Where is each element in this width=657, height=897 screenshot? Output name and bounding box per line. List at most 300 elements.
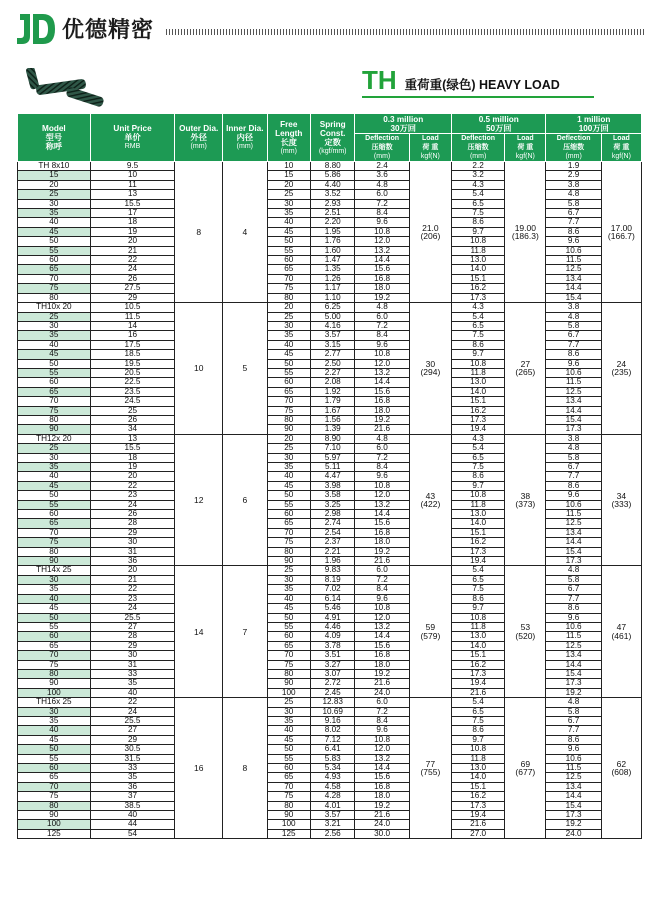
cell-model: 45	[18, 481, 91, 490]
cell-defl-03: 16.8	[355, 397, 409, 406]
cell-load-03: 77 (755)	[409, 698, 451, 839]
cell-defl-05: 5.4	[452, 444, 505, 453]
spec-table-body	[18, 162, 642, 839]
cell-price: 54	[90, 829, 175, 838]
cell-defl-1: 4.8	[546, 444, 601, 453]
cell-defl-03: 10.8	[355, 350, 409, 359]
cell-free-length: 60	[267, 632, 310, 641]
cell-free-length: 70	[267, 651, 310, 660]
cell-price: 24	[90, 500, 175, 509]
cell-spring-const: 1.17	[310, 284, 354, 293]
cell-model: 20	[18, 180, 91, 189]
cell-defl-05: 8.6	[452, 472, 505, 481]
cell-free-length: 90	[267, 679, 310, 688]
cell-spring-const: 4.58	[310, 782, 354, 791]
cell-price: 38.5	[90, 801, 175, 810]
table-row	[18, 716, 642, 725]
cell-defl-1: 5.8	[546, 199, 601, 208]
cell-defl-05: 13.0	[452, 632, 505, 641]
cell-defl-03: 4.8	[355, 434, 409, 443]
cell-free-length: 90	[267, 557, 310, 566]
cell-defl-05: 15.1	[452, 651, 505, 660]
cell-free-length: 25	[267, 698, 310, 707]
cell-free-length: 40	[267, 726, 310, 735]
cell-defl-05: 15.1	[452, 274, 505, 283]
cell-defl-1: 5.8	[546, 707, 601, 716]
cell-price: 20	[90, 237, 175, 246]
table-row	[18, 209, 642, 218]
cell-defl-1: 24.0	[546, 829, 601, 838]
cell-defl-03: 19.2	[355, 547, 409, 556]
table-row	[18, 415, 642, 424]
cell-price: 21	[90, 575, 175, 584]
col-spring-const: Spring Const. 定数 (kgf/mm)	[310, 114, 354, 162]
cell-free-length: 20	[267, 303, 310, 312]
product-title	[362, 67, 560, 93]
cell-defl-1: 15.4	[546, 293, 601, 302]
table-row	[18, 331, 642, 340]
cell-load-05: 53 (520)	[505, 566, 546, 698]
cell-free-length: 30	[267, 199, 310, 208]
cell-price: 26	[90, 274, 175, 283]
cell-defl-05: 16.2	[452, 538, 505, 547]
table-row	[18, 622, 642, 631]
cell-model: 35	[18, 463, 91, 472]
cell-spring-const: 2.74	[310, 519, 354, 528]
cell-spring-const: 3.57	[310, 811, 354, 820]
cell-spring-const: 4.16	[310, 321, 354, 330]
cell-spring-const: 1.96	[310, 557, 354, 566]
table-row	[18, 340, 642, 349]
cell-defl-05: 10.8	[452, 237, 505, 246]
cell-defl-05: 19.4	[452, 811, 505, 820]
cell-defl-1: 13.4	[546, 782, 601, 791]
cell-spring-const: 8.80	[310, 162, 354, 171]
cell-spring-const: 4.93	[310, 773, 354, 782]
cell-defl-03: 14.4	[355, 764, 409, 773]
cell-model: 70	[18, 397, 91, 406]
cell-model: 45	[18, 735, 91, 744]
cell-price: 36	[90, 782, 175, 791]
cell-load-03: 43 (422)	[409, 434, 451, 566]
cell-defl-03: 16.8	[355, 651, 409, 660]
cell-defl-1: 6.7	[546, 585, 601, 594]
cell-free-length: 65	[267, 387, 310, 396]
cell-defl-1: 5.8	[546, 575, 601, 584]
cell-defl-03: 9.6	[355, 726, 409, 735]
cell-spring-const: 5.00	[310, 312, 354, 321]
cell-price: 29	[90, 528, 175, 537]
cell-model: 60	[18, 256, 91, 265]
cell-free-length: 30	[267, 575, 310, 584]
cell-model: 55	[18, 500, 91, 509]
cell-defl-05: 27.0	[452, 829, 505, 838]
cell-defl-1: 15.4	[546, 801, 601, 810]
cell-defl-05: 9.7	[452, 350, 505, 359]
cell-model: TH 8x10	[18, 162, 91, 171]
cell-spring-const: 2.72	[310, 679, 354, 688]
cell-defl-03: 14.4	[355, 632, 409, 641]
cell-defl-03: 9.6	[355, 218, 409, 227]
cell-defl-05: 14.0	[452, 519, 505, 528]
cell-defl-1: 11.5	[546, 764, 601, 773]
cell-defl-05: 11.8	[452, 368, 505, 377]
cell-free-length: 70	[267, 782, 310, 791]
cell-defl-03: 6.0	[355, 444, 409, 453]
table-row	[18, 387, 642, 396]
cell-model: 55	[18, 368, 91, 377]
cell-defl-05: 14.0	[452, 773, 505, 782]
cell-free-length: 30	[267, 453, 310, 462]
cell-model: 60	[18, 632, 91, 641]
cell-defl-05: 7.5	[452, 209, 505, 218]
table-row	[18, 792, 642, 801]
cell-spring-const: 9.16	[310, 716, 354, 725]
cell-defl-05: 11.8	[452, 754, 505, 763]
table-row	[18, 585, 642, 594]
cell-load-1: 62 (608)	[601, 698, 641, 839]
cell-free-length: 90	[267, 425, 310, 434]
cell-defl-1: 12.5	[546, 387, 601, 396]
cell-defl-1: 10.6	[546, 754, 601, 763]
cell-price: 30.5	[90, 745, 175, 754]
cell-model: 55	[18, 622, 91, 631]
cell-spring-const: 3.21	[310, 820, 354, 829]
cell-price: 22	[90, 481, 175, 490]
cell-spring-const: 2.37	[310, 538, 354, 547]
cell-spring-const: 4.46	[310, 622, 354, 631]
cell-free-length: 35	[267, 331, 310, 340]
cell-defl-1: 10.6	[546, 246, 601, 255]
cell-model: 45	[18, 227, 91, 236]
cell-defl-1: 8.6	[546, 227, 601, 236]
cell-defl-05: 16.2	[452, 406, 505, 415]
col-model: Model 型号 称呼	[18, 114, 91, 162]
cell-spring-const: 1.26	[310, 274, 354, 283]
cell-defl-05: 16.2	[452, 284, 505, 293]
cell-spring-const: 1.95	[310, 227, 354, 236]
cell-price: 30	[90, 538, 175, 547]
cell-price: 29	[90, 293, 175, 302]
cell-defl-03: 18.0	[355, 660, 409, 669]
table-row	[18, 425, 642, 434]
cell-defl-05: 13.0	[452, 764, 505, 773]
cell-price: 19.5	[90, 359, 175, 368]
cell-free-length: 35	[267, 585, 310, 594]
cell-defl-03: 21.6	[355, 425, 409, 434]
cell-defl-03: 10.8	[355, 481, 409, 490]
cell-free-length: 70	[267, 397, 310, 406]
table-row	[18, 321, 642, 330]
cell-defl-05: 7.5	[452, 585, 505, 594]
table-row	[18, 406, 642, 415]
cell-spring-const: 1.47	[310, 256, 354, 265]
cell-price: 15.5	[90, 199, 175, 208]
table-row	[18, 519, 642, 528]
product-subtitle: 重荷重(绿色) HEAVY LOAD	[404, 78, 560, 92]
cell-free-length: 45	[267, 604, 310, 613]
cell-spring-const: 2.51	[310, 209, 354, 218]
cell-free-length: 35	[267, 463, 310, 472]
cell-defl-1: 8.6	[546, 604, 601, 613]
cell-free-length: 125	[267, 829, 310, 838]
cell-free-length: 75	[267, 660, 310, 669]
cell-price: 29	[90, 641, 175, 650]
cell-spring-const: 7.02	[310, 585, 354, 594]
table-row	[18, 218, 642, 227]
cell-defl-05: 9.7	[452, 604, 505, 613]
cell-free-length: 40	[267, 594, 310, 603]
cell-free-length: 40	[267, 340, 310, 349]
cell-spring-const: 1.56	[310, 415, 354, 424]
cell-price: 28	[90, 519, 175, 528]
cell-price: 34	[90, 425, 175, 434]
cell-defl-1: 17.3	[546, 557, 601, 566]
cell-price: 22	[90, 256, 175, 265]
cell-defl-1: 5.8	[546, 321, 601, 330]
cell-price: 24	[90, 604, 175, 613]
cell-defl-03: 14.4	[355, 510, 409, 519]
table-row	[18, 368, 642, 377]
table-row	[18, 745, 642, 754]
cell-model: 70	[18, 782, 91, 791]
cell-model: 65	[18, 265, 91, 274]
cell-defl-1: 14.4	[546, 538, 601, 547]
cell-model: 40	[18, 726, 91, 735]
cell-defl-03: 15.6	[355, 641, 409, 650]
table-row	[18, 463, 642, 472]
cell-inner-dia: 8	[223, 698, 267, 839]
cell-defl-03: 24.0	[355, 820, 409, 829]
cell-defl-1: 17.3	[546, 811, 601, 820]
cell-model: 70	[18, 274, 91, 283]
cell-model: 30	[18, 453, 91, 462]
cell-defl-03: 13.2	[355, 246, 409, 255]
cell-defl-03: 6.0	[355, 698, 409, 707]
cell-model: 65	[18, 519, 91, 528]
cell-spring-const: 5.97	[310, 453, 354, 462]
cell-defl-05: 9.7	[452, 481, 505, 490]
cell-free-length: 60	[267, 764, 310, 773]
cell-free-length: 100	[267, 820, 310, 829]
cell-defl-1: 12.5	[546, 519, 601, 528]
table-row	[18, 651, 642, 660]
cell-spring-const: 2.56	[310, 829, 354, 838]
cell-defl-1: 9.6	[546, 613, 601, 622]
cell-spring-const: 2.08	[310, 378, 354, 387]
cell-free-length: 40	[267, 472, 310, 481]
cell-defl-1: 6.7	[546, 331, 601, 340]
cell-price: 29	[90, 735, 175, 744]
cell-defl-1: 8.6	[546, 481, 601, 490]
cell-free-length: 90	[267, 811, 310, 820]
cell-model: 90	[18, 679, 91, 688]
cell-model: 80	[18, 293, 91, 302]
col-defl-05: Deflection 压缩数 (mm)	[452, 134, 505, 162]
table-row	[18, 632, 642, 641]
cell-defl-1: 15.4	[546, 669, 601, 678]
cell-model: 65	[18, 387, 91, 396]
cell-free-length: 80	[267, 669, 310, 678]
cell-defl-03: 12.0	[355, 237, 409, 246]
cell-model: 35	[18, 209, 91, 218]
cell-defl-03: 19.2	[355, 669, 409, 678]
cell-model: 40	[18, 340, 91, 349]
table-row	[18, 265, 642, 274]
cell-free-length: 25	[267, 444, 310, 453]
cell-spring-const: 2.50	[310, 359, 354, 368]
cell-price: 9.5	[90, 162, 175, 171]
table-row	[18, 162, 642, 171]
table-row	[18, 491, 642, 500]
cell-price: 10.5	[90, 303, 175, 312]
cell-defl-1: 4.8	[546, 190, 601, 199]
table-row	[18, 698, 642, 707]
cell-defl-05: 13.0	[452, 378, 505, 387]
cell-defl-1: 11.5	[546, 256, 601, 265]
cell-free-length: 60	[267, 378, 310, 387]
cell-spring-const: 5.34	[310, 764, 354, 773]
cell-defl-03: 15.6	[355, 387, 409, 396]
cell-price: 18.5	[90, 350, 175, 359]
cell-free-length: 30	[267, 321, 310, 330]
cell-spring-const: 3.25	[310, 500, 354, 509]
cell-spring-const: 2.54	[310, 528, 354, 537]
cell-defl-05: 5.4	[452, 312, 505, 321]
cell-spring-const: 3.52	[310, 190, 354, 199]
cell-defl-03: 19.2	[355, 293, 409, 302]
cell-price: 22.5	[90, 378, 175, 387]
cell-free-length: 55	[267, 500, 310, 509]
cell-defl-03: 15.6	[355, 773, 409, 782]
cell-defl-1: 19.2	[546, 820, 601, 829]
cell-defl-03: 8.4	[355, 585, 409, 594]
cell-defl-03: 18.0	[355, 284, 409, 293]
cell-defl-05: 7.5	[452, 716, 505, 725]
cell-spring-const: 6.41	[310, 745, 354, 754]
cell-defl-05: 5.4	[452, 566, 505, 575]
cell-model: TH16x 25	[18, 698, 91, 707]
cell-defl-1: 13.4	[546, 651, 601, 660]
cell-defl-03: 19.2	[355, 415, 409, 424]
cell-spring-const: 2.45	[310, 688, 354, 697]
cell-spring-const: 4.28	[310, 792, 354, 801]
cell-model: 35	[18, 331, 91, 340]
cell-defl-1: 10.6	[546, 500, 601, 509]
cell-defl-03: 4.8	[355, 180, 409, 189]
cell-model: 60	[18, 510, 91, 519]
cell-free-length: 15	[267, 171, 310, 180]
cell-load-1: 47 (461)	[601, 566, 641, 698]
table-row	[18, 782, 642, 791]
cell-defl-05: 6.5	[452, 321, 505, 330]
cell-load-03: 30 (294)	[409, 303, 451, 435]
table-row	[18, 397, 642, 406]
table-row	[18, 359, 642, 368]
table-row	[18, 227, 642, 236]
cell-spring-const: 2.98	[310, 510, 354, 519]
cell-spring-const: 4.09	[310, 632, 354, 641]
cell-model: 75	[18, 406, 91, 415]
cell-defl-05: 17.3	[452, 669, 505, 678]
cell-model: 30	[18, 707, 91, 716]
cell-spring-const: 5.11	[310, 463, 354, 472]
table-row	[18, 444, 642, 453]
table-row	[18, 528, 642, 537]
cell-defl-1: 14.4	[546, 792, 601, 801]
cell-free-length: 75	[267, 284, 310, 293]
col-load-05: Load 荷 重 kgf(N)	[505, 134, 546, 162]
cell-defl-03: 12.0	[355, 745, 409, 754]
cell-free-length: 70	[267, 274, 310, 283]
cell-defl-05: 19.4	[452, 425, 505, 434]
cell-price: 40	[90, 811, 175, 820]
cell-defl-03: 9.6	[355, 472, 409, 481]
cell-price: 21	[90, 246, 175, 255]
cell-outer-dia: 10	[175, 303, 223, 435]
cell-price: 25.5	[90, 716, 175, 725]
cell-defl-1: 15.4	[546, 415, 601, 424]
cell-defl-1: 13.4	[546, 397, 601, 406]
cell-load-1: 17.00 (166.7)	[601, 162, 641, 303]
cell-price: 17.5	[90, 340, 175, 349]
cell-spring-const: 4.01	[310, 801, 354, 810]
table-row	[18, 547, 642, 556]
cell-model: TH10x 20	[18, 303, 91, 312]
cell-defl-05: 4.3	[452, 303, 505, 312]
cell-model: 30	[18, 199, 91, 208]
cell-price: 20.5	[90, 368, 175, 377]
cell-price: 16	[90, 331, 175, 340]
table-row	[18, 190, 642, 199]
cell-defl-03: 16.8	[355, 782, 409, 791]
cell-free-length: 30	[267, 707, 310, 716]
cell-defl-03: 7.2	[355, 199, 409, 208]
cell-price: 20	[90, 472, 175, 481]
cell-model: 40	[18, 594, 91, 603]
table-row	[18, 180, 642, 189]
cell-defl-05: 16.2	[452, 792, 505, 801]
cell-model: TH14x 25	[18, 566, 91, 575]
cell-defl-05: 16.2	[452, 660, 505, 669]
cell-model: 70	[18, 651, 91, 660]
cell-defl-03: 21.6	[355, 557, 409, 566]
cell-free-length: 65	[267, 265, 310, 274]
cell-spring-const: 3.07	[310, 669, 354, 678]
cell-free-length: 35	[267, 209, 310, 218]
cell-inner-dia: 5	[223, 303, 267, 435]
cell-defl-03: 8.4	[355, 463, 409, 472]
cell-load-03: 59 (579)	[409, 566, 451, 698]
table-row	[18, 256, 642, 265]
table-row	[18, 735, 642, 744]
cell-spring-const: 1.76	[310, 237, 354, 246]
cell-defl-1: 14.4	[546, 406, 601, 415]
cell-load-05: 27 (265)	[505, 303, 546, 435]
cell-defl-1: 8.6	[546, 350, 601, 359]
cell-defl-03: 9.6	[355, 340, 409, 349]
cell-price: 24	[90, 265, 175, 274]
cell-spring-const: 5.86	[310, 171, 354, 180]
cell-model: 70	[18, 528, 91, 537]
table-row	[18, 679, 642, 688]
cell-model: 25	[18, 312, 91, 321]
col-inner: Inner Dia. 内径 (mm)	[223, 114, 267, 162]
cell-free-length: 55	[267, 754, 310, 763]
cell-free-length: 65	[267, 641, 310, 650]
cell-model: 35	[18, 585, 91, 594]
cell-free-length: 25	[267, 566, 310, 575]
